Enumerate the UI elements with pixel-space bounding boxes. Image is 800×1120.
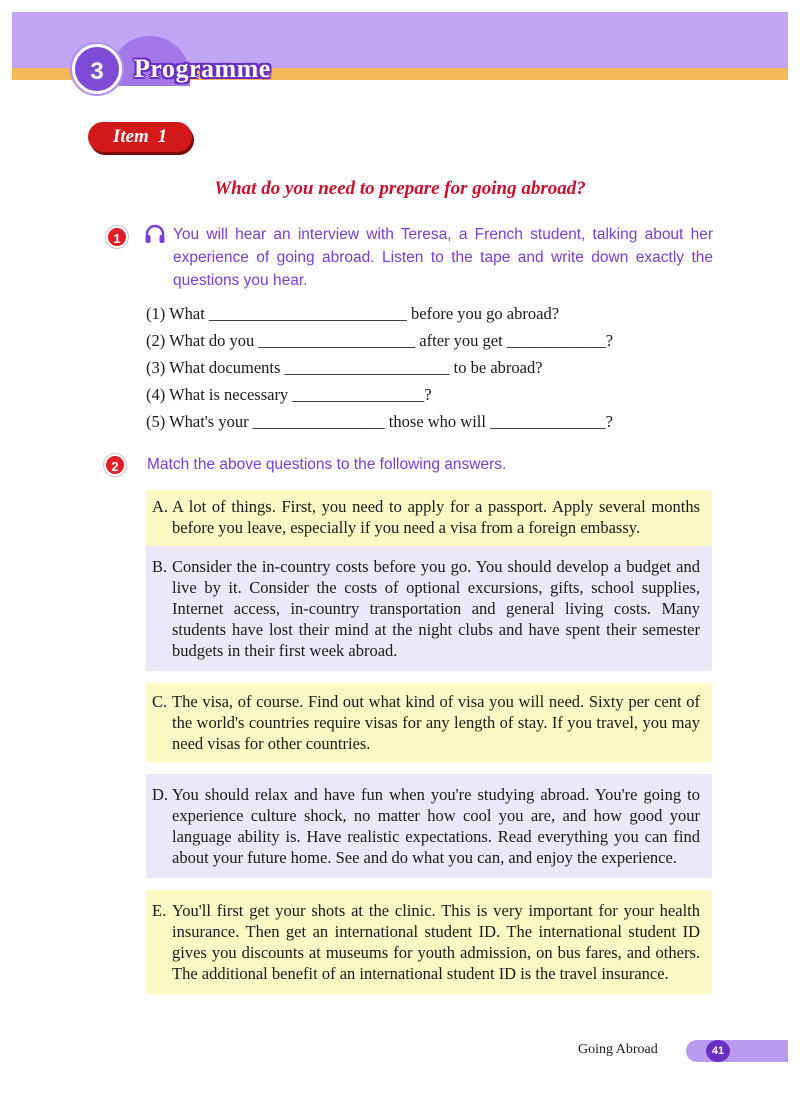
answer-a bbox=[146, 490, 712, 546]
answer-text: You'll first get your shots at the clinic. This is very important for your health insurance. Then get an international student ID. The international student ID gives you discounts at museums for youth admission, on bus fares, and others. The additional benefit of an international student ID is the travel insurance. bbox=[172, 901, 700, 983]
answer-c bbox=[146, 683, 712, 762]
item-word: Item bbox=[112, 126, 149, 147]
page-title: What do you need to prepare for going abroad? bbox=[214, 178, 586, 199]
question-item: (2) What do you ___________________ after you get ____________? bbox=[146, 331, 614, 350]
spacer bbox=[146, 671, 712, 683]
answer-label: C. bbox=[152, 692, 168, 711]
spacer bbox=[146, 762, 712, 774]
answer-e bbox=[146, 890, 712, 994]
section-title: Programme bbox=[134, 54, 271, 83]
answer-text: The visa, of course. Find out what kind of visa you will need. Sixty per cent of the world's countries require visas for any length of stay. If you travel, you may need visas for other countries. bbox=[172, 692, 700, 753]
exercise-2-instruction: Match the above questions to the following answers. bbox=[147, 456, 507, 473]
answer-label: B. bbox=[152, 557, 168, 576]
answer-list bbox=[146, 490, 712, 994]
exercise-1-instruction: You will hear an interview with Teresa, a French student, talking about her experience of going abroad. Listen to the tape and write down exactly the questions you hear. bbox=[173, 226, 713, 289]
question-item: (4) What is necessary ________________? bbox=[146, 385, 432, 404]
footer-unit-title: Going Abroad bbox=[578, 1042, 658, 1057]
exercise-1-badge: 1 bbox=[106, 226, 128, 248]
answer-text: A lot of things. First, you need to apply for a passport. Apply several months before you leave, especially if you need a visa from a foreign embassy. bbox=[172, 497, 700, 537]
section-number-badge: 3 bbox=[72, 44, 122, 94]
answer-text: You should relax and have fun when you're studying abroad. You're going to experience culture shock, no matter how cool you are, and how good your language ability is. Have realistic expectations. Read everything you can find about your future home. See and do what you can, and enjoy the experience. bbox=[172, 785, 700, 867]
question-item: (1) What ________________________ before you go abroad? bbox=[146, 304, 560, 323]
footer-band bbox=[686, 1040, 788, 1062]
answer-label: D. bbox=[152, 785, 169, 804]
answer-b bbox=[146, 546, 712, 671]
item-number: 1 bbox=[157, 126, 168, 147]
headphones-icon bbox=[144, 224, 166, 244]
answer-text: Consider the in-country costs before you go. You should develop a budget and live by it. Consider the costs of optional excursions, gifts, school supplies, Internet access, in-country transportation and general living costs. Many students have lost their mind at the night clubs and have spent their semester budgets in their first week abroad. bbox=[172, 557, 700, 660]
answer-label: E. bbox=[152, 901, 167, 920]
question-item: (3) What documents ____________________ to be abroad? bbox=[146, 358, 543, 377]
answer-d bbox=[146, 774, 712, 878]
item-label bbox=[88, 122, 192, 152]
question-list bbox=[146, 300, 706, 435]
spacer bbox=[146, 878, 712, 890]
answer-label: A. bbox=[152, 497, 169, 516]
exercise-2-badge: 2 bbox=[104, 454, 126, 476]
page-number: 41 bbox=[706, 1040, 730, 1062]
question-item: (5) What's your ________________ those who will ______________? bbox=[146, 412, 613, 431]
